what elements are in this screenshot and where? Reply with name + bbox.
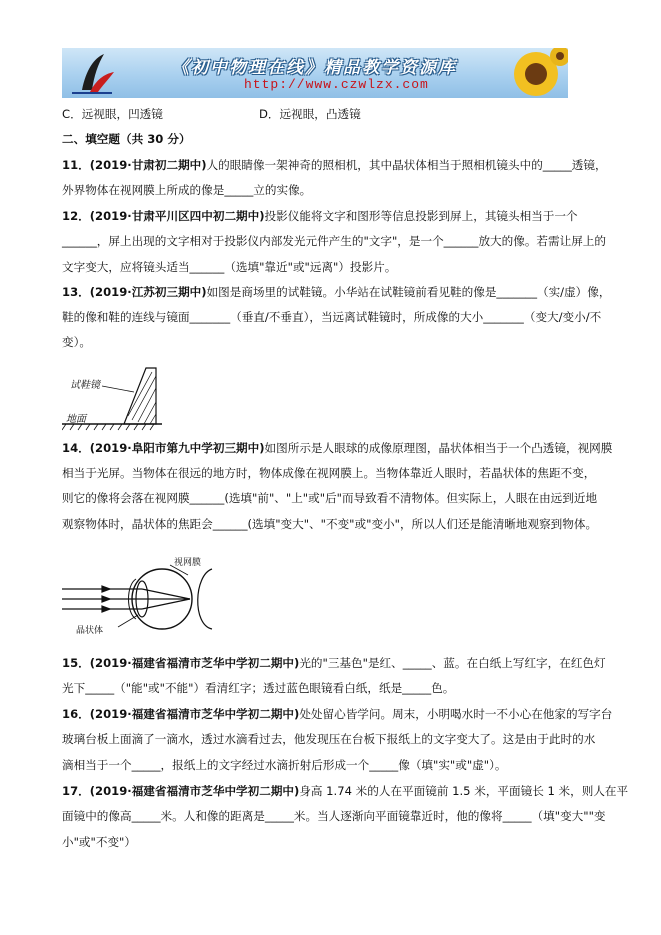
question-13-line-1 xyxy=(62,284,610,300)
question-15-tag: 15．(2019·福建省福清市芝华中学初二期中) xyxy=(62,656,300,670)
question-15-text: 光的"三基色"是红、_____、蓝。在白纸上写红字，在红色灯 xyxy=(299,656,606,670)
section-title: 二、填空题（共 30 分） xyxy=(62,132,191,146)
question-15-line-1 xyxy=(62,655,606,671)
question-12-tag: 12．(2019·甘肃平川区四中初二期中) xyxy=(62,209,265,223)
question-15-line-2: 光下_____（"能"或"不能"）看清红字；透过蓝色眼镜看白纸，纸是_____色。 xyxy=(62,681,455,695)
question-14-line-1 xyxy=(62,440,612,456)
question-16-line-3: 滴相当于一个_____，报纸上的文字经过水滴折射后形成一个_____像（填"实"或"虚"）。 xyxy=(62,758,507,772)
header-banner xyxy=(62,48,568,98)
question-17-text: 身高 1.74 米的人在平面镜前 1.5 米，平面镜长 1 米，则人在平 xyxy=(299,784,629,798)
question-16-line-2: 玻璃台板上面滴了一滴水，透过水滴看过去，他发现压在台板下报纸上的文字变大了。这是由于此时的水 xyxy=(62,732,596,746)
question-17-line-1 xyxy=(62,783,628,799)
question-16-text: 处处留心皆学问。周末，小明喝水时一不小心在他家的写字台 xyxy=(299,707,613,721)
option-d: D．远视眼，凸透镜 xyxy=(259,107,361,121)
sunflower-icon xyxy=(498,48,568,98)
question-13-tag: 13．(2019·江苏初三期中) xyxy=(62,285,207,299)
shoe-mirror-figure xyxy=(62,364,172,434)
question-14-line-2: 相当于光屏。当物体在很远的地方时，物体成像在视网膜上。当物体靠近人眼时，若晶状体的焦距不变， xyxy=(62,466,596,480)
option-c: C．远视眼，凹透镜 xyxy=(62,107,163,121)
question-12-line-2: ______，屏上出现的文字相对于投影仪内部发光元件产生的"文字"，是一个______放大的像。若需让屏上的 xyxy=(62,234,606,248)
eye-diagram-figure xyxy=(62,555,232,641)
question-14-line-4: 观察物体时，晶状体的焦距会______(选填"变大"、"不变"或"变小"，所以人们还是能清晰地观察到物体。 xyxy=(62,517,598,531)
logo-icon xyxy=(68,50,116,96)
question-17-tag: 17．(2019·福建省福清市芝华中学初二期中) xyxy=(62,784,300,798)
question-11-line-1 xyxy=(62,157,607,173)
question-13-text: 如图是商场里的试鞋镜。小华站在试鞋镜前看见鞋的像是_______（实/虚）像， xyxy=(206,285,611,299)
question-12-line-1 xyxy=(62,208,578,224)
question-17-line-3: 小"或"不变"） xyxy=(62,835,136,849)
lens-label: 晶状体 xyxy=(76,626,104,636)
ground-label: 地面 xyxy=(66,414,86,425)
question-12-line-3: 文字变大，应将镜头适当______（选填"靠近"或"远离"）投影片。 xyxy=(62,260,397,274)
question-11-text: 人的眼睛像一架神奇的照相机，其中晶状体相当于照相机镜头中的_____透镜， xyxy=(206,158,607,172)
question-13-line-3: 变）。 xyxy=(62,335,91,349)
banner-title: 《初中物理在线》精品教学资源库 xyxy=(172,58,457,78)
question-14-tag: 14．(2019·阜阳市第九中学初三期中) xyxy=(62,441,265,455)
question-14-text: 如图所示是人眼球的成像原理图，晶状体相当于一个凸透镜，视网膜 xyxy=(264,441,613,455)
mirror-label: 试鞋镜 xyxy=(70,380,100,391)
banner-url: http://www.czwlzx.com xyxy=(244,77,429,92)
question-16-tag: 16．(2019·福建省福清市芝华中学初二期中) xyxy=(62,707,300,721)
question-14-line-3: 则它的像将会落在视网膜______(选填"前"、"上"或"后"而导致看不清物体。但实际上，人眼在由远到近地 xyxy=(62,491,598,505)
question-12-text: 投影仪能将文字和图形等信息投影到屏上，其镜头相当于一个 xyxy=(264,209,578,223)
question-11-tag: 11．(2019·甘肃初二期中) xyxy=(62,158,207,172)
question-11-line-2: 外界物体在视网膜上所成的像是_____立的实像。 xyxy=(62,183,312,197)
retina-label: 视网膜 xyxy=(174,558,202,568)
question-17-line-2: 面镜中的像高_____米。人和像的距离是_____米。当人逐渐向平面镜靠近时，他的像将_____（填"变大""变 xyxy=(62,809,606,823)
question-13-line-2: 鞋的像和鞋的连线与镜面_______（垂直/不垂直），当远离试鞋镜时，所成像的大小_______（变大/变小/不 xyxy=(62,310,602,324)
question-16-line-1 xyxy=(62,706,612,722)
